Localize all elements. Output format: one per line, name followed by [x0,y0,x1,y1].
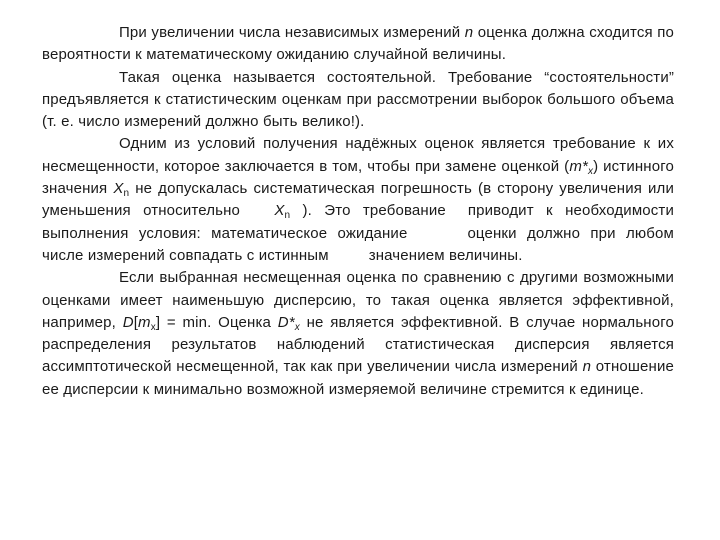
text-run: ] = min. Оценка [155,313,278,331]
text-run: ) истинного значения [42,157,674,198]
subscript-x: x [294,321,300,333]
paragraph-efficiency [42,267,674,401]
text-run: Такая оценка называется состоятельной. Требование “состоятельности” предъявляется к статистическим оценкам при рассмотрении выборок большого объема (т. е. число измерений должно быть велико!). [42,68,674,131]
symbol-m-star: m* [569,157,588,175]
text-run: не допускалась систематическая погрешность (в сторону увеличения или уменьшения относительно [42,180,674,220]
text-run: отношение ее дисперсии к минимально возможной измеряемой величине стремится к единице. [42,358,674,398]
symbol-d: D [122,313,134,331]
symbol-x: X [113,180,124,198]
symbol-n: n [464,24,474,41]
text-run: При увеличении числа независимых измерений [119,24,465,41]
symbol-m: m [138,313,151,331]
text-run: Одним из условий получения надёжных оценок является требование к их несмещенности, которое заключается в том, чтобы при замене оценкой ( [42,135,674,175]
symbol-d-star: D* [277,313,295,331]
paragraph-consistency-definition [42,67,674,134]
text-run: значением величины. [368,246,523,264]
subscript-n: n [123,188,130,200]
paragraph-consistency-intro [42,22,674,67]
text-run: оценки должно при любом числе измерений совпадать с истинным [42,224,674,264]
symbol-n: n [582,358,592,376]
text-run: Если выбранная несмещенная оценка по сравнению с другими возможными оценками имеет наименьшую дисперсию, то такая оценка является эффективной, например, [42,269,674,331]
subscript-n: n [284,210,291,222]
body-text [42,22,674,401]
text-run: оценка должна сходится по вероятности к математическому ожиданию случайной величины. [42,24,674,64]
text-run: приводит к необходимости выполнения условия: математическое ожидание [42,202,674,242]
subscript-x: x [587,165,594,177]
paragraph-unbiasedness [42,133,674,267]
text-run: [ [133,313,139,331]
symbol-x: X [274,202,285,220]
text-run: ). Это требование [290,202,446,220]
subscript-x: x [150,321,156,333]
text-run: не является эффективной. В случае нормального распределения результатов наблюдений статистическая дисперсия является ассимптотической несмещенной, так как при увеличении числа измерений [42,313,674,376]
